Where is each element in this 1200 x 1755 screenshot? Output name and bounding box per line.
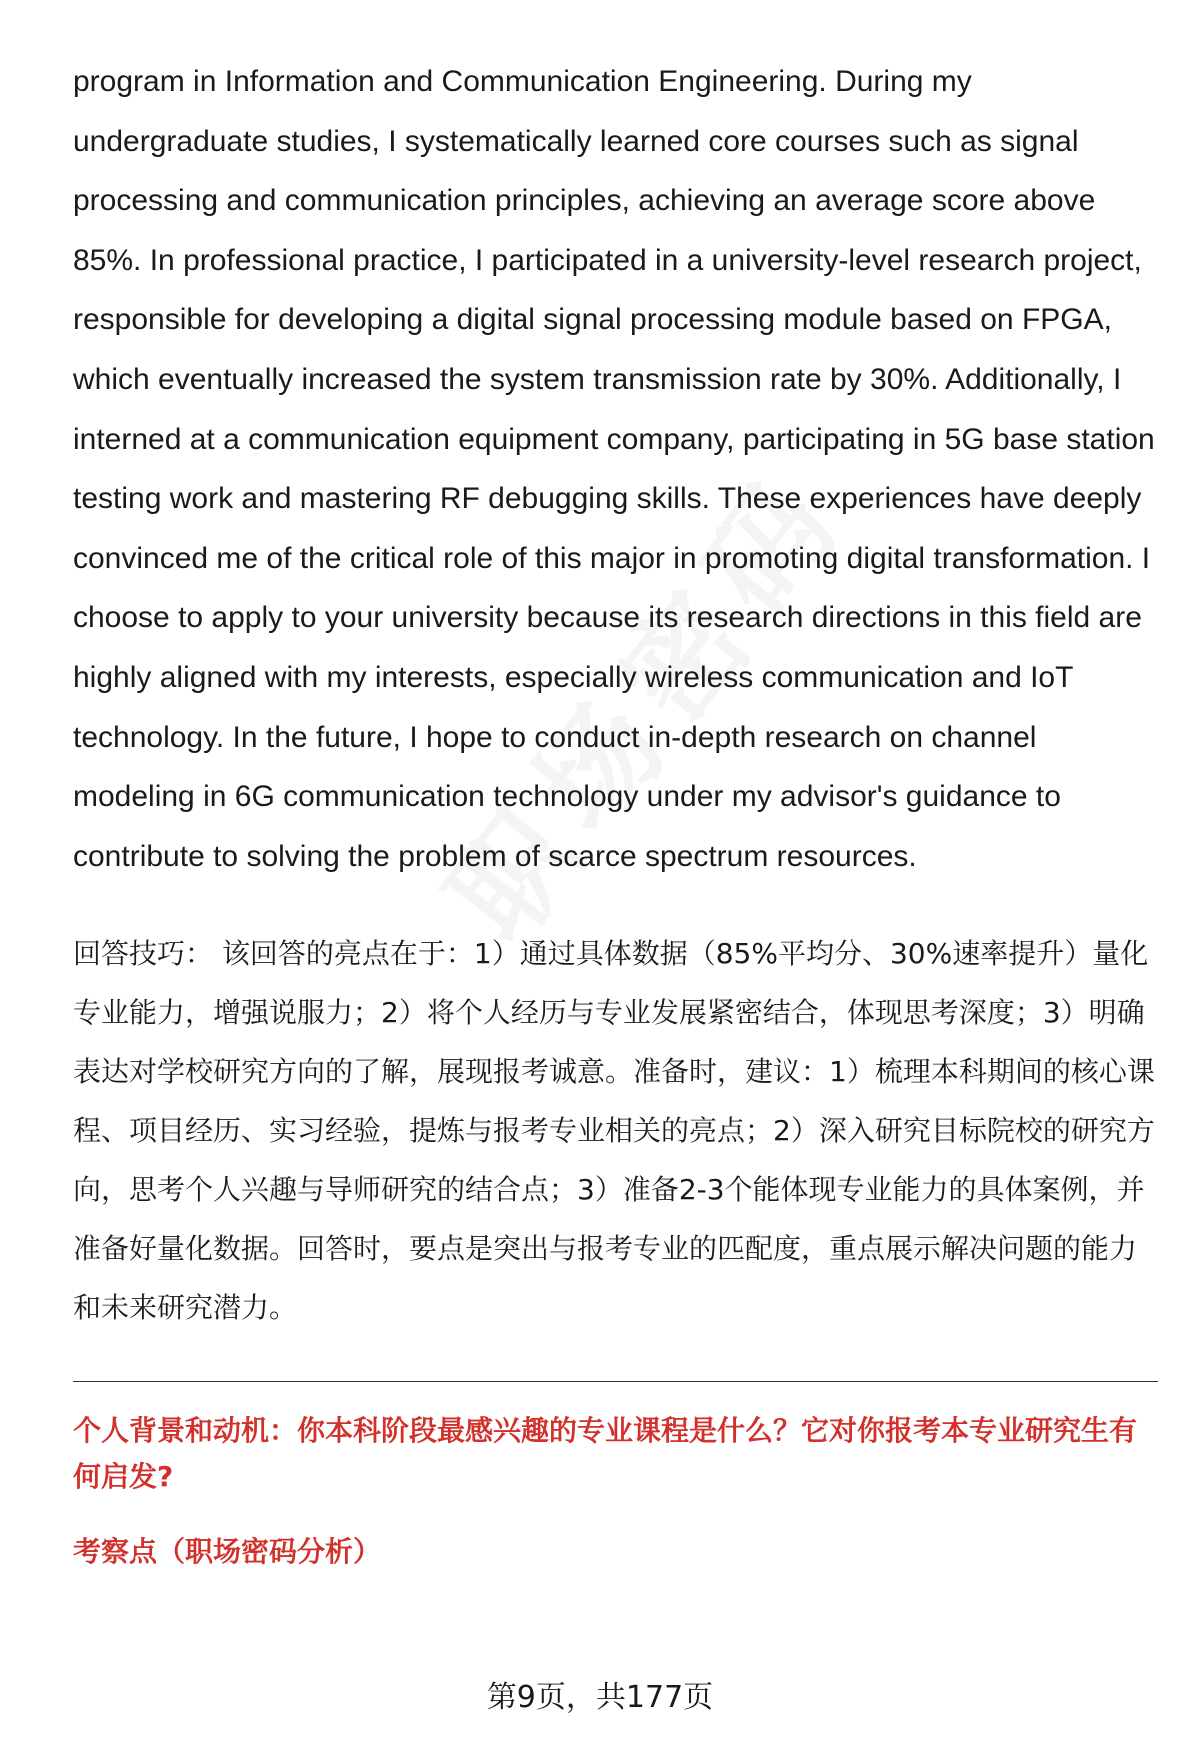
answer-tips [73,924,1158,1337]
question-heading: 个人背景和动机：你本科阶段最感兴趣的专业课程是什么？它对你报考本专业研究生有何启发? [73,1414,1138,1494]
tips-text: 该回答的亮点在于：1）通过具体数据（85%平均分、30%速率提升）量化专业能力，增强说服力；2）将个人经历与专业发展紧密结合，体现思考深度；3）明确表达对学校研究方向的了解，展现报考诚意。准备时，建议：1）梳理本科期间的核心课程、项目经历、实习经验，提炼与报考专业相关的亮点；2）深入研究目标院校的研究方向，思考个人兴趣与导师研究的结合点；3）准备2-3个能体现专业能力的具体案例，并准备好量化数据。回答时，要点是突出与报考专业的匹配度，重点展示解决问题的能力和未来研究潜力。 [73,937,1155,1325]
section-divider [73,1381,1158,1382]
answer-body-text: program in Information and Communication Engineering. During my undergraduate studies, I systematically learned core courses such as signal processing and communication principles, achieving an average score above 85%. In professional practice, I participated in a university-level research project, responsible for developing a digital signal processing module based on FPGA, which eventually increased the system transmission rate by 30%. Additionally, I interned at a communication equipment company, participating in 5G base station testing work and mastering RF debugging skills. These experiences have deeply convinced me of the critical role of this major in promoting digital transformation. I choose to apply to your university because its research directions in this field are highly aligned with my interests, especially wireless communication and IoT technology. In the future, I hope to conduct in-depth research on channel modeling in 6G communication technology under my advisor's guidance to contribute to solving the problem of scarce spectrum resources. [73,65,1155,873]
page-footer: 第9页，共177页 [486,1680,714,1715]
tips-label: 回答技巧： [73,937,214,971]
page-content [73,52,1158,1572]
assessment-point-heading: 考察点（职场密码分析） [73,1535,382,1569]
